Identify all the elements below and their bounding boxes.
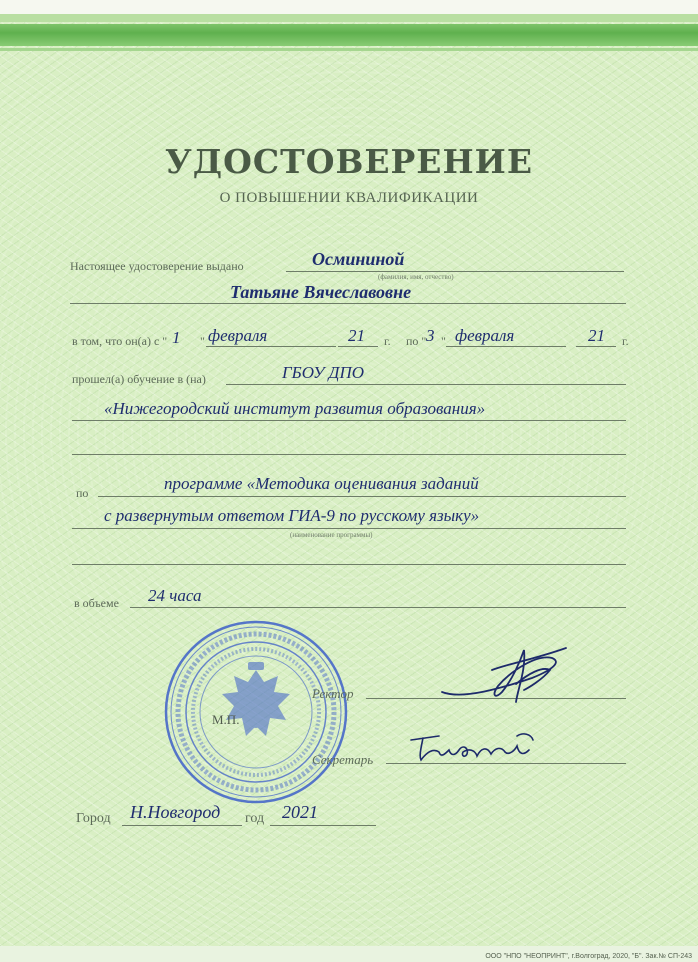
month-to: февраля <box>455 326 515 345</box>
program-line-1: программе «Методика оценивания заданий <box>164 474 479 493</box>
volume-value: 24 часа <box>148 586 202 605</box>
year-to-rule <box>576 346 616 347</box>
top-margin <box>0 0 698 14</box>
name-hint: (фамилия, имя, отчество) <box>378 273 454 281</box>
institution-line-2: «Нижегородский институт развития образования» <box>104 399 486 418</box>
institution-rule-2 <box>72 420 626 421</box>
year-suffix-2: г. <box>622 334 629 348</box>
month-to-rule <box>446 346 566 347</box>
program-line-2: с развернутым ответом ГИА-9 по русскому языку» <box>104 506 480 525</box>
month-from-rule <box>206 346 336 347</box>
volume-rule <box>130 607 626 608</box>
year-label: год <box>245 811 265 826</box>
blank-rule-1 <box>72 454 626 455</box>
official-seal-stamp <box>160 618 352 806</box>
issued-label: Настоящее удостоверение выдано <box>70 259 244 273</box>
month-from: февраля <box>208 326 268 345</box>
volume-label: в объеме <box>74 596 119 610</box>
blank-rule-2 <box>72 564 626 565</box>
printer-note: ООО "НПО "НЕОПРИНТ", г.Волгоград, 2020, "Б". Зак.№ СП-243 <box>485 953 692 960</box>
top-border-line <box>0 48 698 51</box>
program-label: по <box>76 486 89 500</box>
surname-rule <box>286 271 624 272</box>
given-names-value: Татьяне Вячеславовне <box>230 282 412 302</box>
city-value: Н.Новгород <box>130 802 221 822</box>
document-title: УДОСТОВЕРЕНИЕ <box>165 142 533 181</box>
study-label: прошел(а) обучение в (на) <box>72 372 206 386</box>
secretary-signature <box>405 726 545 770</box>
program-hint: (наименование программы) <box>290 531 373 539</box>
quote-2: " <box>441 334 446 348</box>
given-names-rule <box>70 303 626 304</box>
quote-1: " <box>200 334 205 348</box>
secretary-label: Секретарь <box>312 752 374 767</box>
city-rule <box>122 825 242 826</box>
period-prefix: в том, что он(а) с " <box>72 334 168 348</box>
year-value: 2021 <box>282 802 318 822</box>
document-subtitle: О ПОВЫШЕНИИ КВАЛИФИКАЦИИ <box>219 190 479 206</box>
city-label: Город <box>76 811 111 826</box>
to-label: по " <box>406 334 427 348</box>
program-rule-2 <box>72 528 626 529</box>
year-rule <box>270 825 376 826</box>
rector-label: Ректор <box>312 686 354 701</box>
year-from: 21 <box>348 326 365 345</box>
program-rule-1 <box>98 496 626 497</box>
rector-signature <box>432 640 572 710</box>
year-to: 21 <box>588 326 605 345</box>
top-border-light <box>0 14 698 22</box>
day-from: 1 <box>172 328 181 347</box>
institution-rule-1 <box>226 384 626 385</box>
year-from-rule <box>338 346 378 347</box>
institution-line-1: ГБОУ ДПО <box>282 363 365 382</box>
day-to: 3 <box>426 326 435 345</box>
year-suffix-1: г. <box>384 334 391 348</box>
surname-value: Осмининой <box>312 249 405 269</box>
top-border-stripe <box>0 24 698 46</box>
stamp-label: М.П. <box>212 712 240 727</box>
